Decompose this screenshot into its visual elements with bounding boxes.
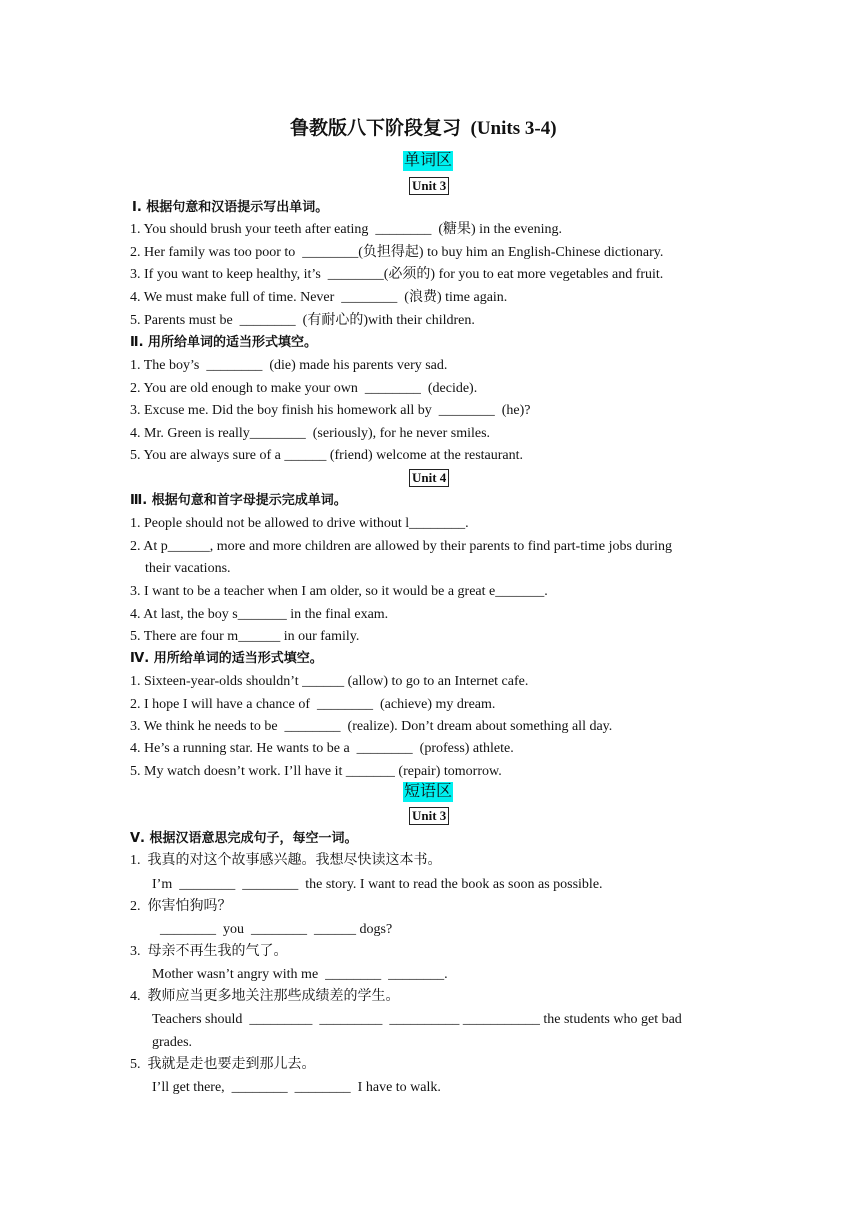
section-4-heading: Ⅳ. 用所给单词的适当形式填空。 <box>130 651 323 666</box>
section-3-item: 2. At p______, more and more children are allowed by their parents to find part-time jobs during <box>130 539 672 554</box>
section-1-item: 1. You should brush your teeth after eating ________ (糖果) in the evening. <box>130 222 562 237</box>
section-5-prompt: 1. 我真的对这个故事感兴趣。我想尽快读这本书。 <box>130 853 442 868</box>
section-3-heading: Ⅲ. 根据句意和首字母提示完成单词。 <box>130 493 347 508</box>
section-4-item: 2. I hope I will have a chance of ________ (achieve) my dream. <box>130 697 496 712</box>
section-4-item: 4. He’s a running star. He wants to be a ________ (profess) athlete. <box>130 741 514 756</box>
section-5-prompt: 4. 教师应当更多地关注那些成绩差的学生。 <box>130 989 400 1004</box>
phrase-zone-label: 短语区 <box>404 783 453 800</box>
section-5-prompt: 3. 母亲不再生我的气了。 <box>130 944 288 959</box>
section-4-item: 1. Sixteen-year-olds shouldn’t ______ (allow) to go to an Internet cafe. <box>130 674 529 689</box>
section-3-item: 4. At last, the boy s_______ in the final exam. <box>130 607 389 622</box>
section-2-item: 4. Mr. Green is really________ (seriously), for he never smiles. <box>130 426 491 441</box>
section-5-answer-line: Teachers should _________ _________ __________ ___________ the students who get bad <box>152 1012 682 1027</box>
section-5-answer-line: I’m ________ ________ the story. I want to read the book as soon as possible. <box>152 877 603 892</box>
section-3-item-continued: their vacations. <box>145 561 231 576</box>
section-1-heading: Ⅰ. 根据句意和汉语提示写出单词。 <box>132 200 329 215</box>
unit-3-label: Unit 3 <box>409 177 449 195</box>
section-2-heading: Ⅱ. 用所给单词的适当形式填空。 <box>130 335 318 350</box>
section-5-answer-continued: grades. <box>152 1035 193 1050</box>
section-3-item: 1. People should not be allowed to drive without l________. <box>130 516 469 531</box>
section-2-item: 3. Excuse me. Did the boy finish his homework all by ________ (he)? <box>130 403 531 418</box>
section-1-item: 2. Her family was too poor to ________(负担得起) to buy him an English-Chinese dictionary. <box>130 245 664 260</box>
section-4-item: 5. My watch doesn’t work. I’ll have it _______ (repair) tomorrow. <box>130 764 502 779</box>
section-1-item: 3. If you want to keep healthy, it’s ________(必须的) for you to eat more vegetables and fruit. <box>130 267 664 282</box>
section-5-answer-line: Mother wasn’t angry with me ________ ________. <box>152 967 448 982</box>
section-2-item: 1. The boy’s ________ (die) made his parents very sad. <box>130 358 448 373</box>
section-5-heading: Ⅴ. 根据汉语意思完成句子，每空一词。 <box>130 831 358 846</box>
vocab-zone-label: 单词区 <box>404 152 453 169</box>
unit-4-label: Unit 4 <box>409 469 449 487</box>
page-title: 鲁教版八下阶段复习 (Units 3-4) <box>290 118 557 139</box>
section-2-item: 5. You are always sure of a ______ (friend) welcome at the restaurant. <box>130 448 524 463</box>
section-2-item: 2. You are old enough to make your own ________ (decide). <box>130 381 478 396</box>
section-3-item: 5. There are four m______ in our family. <box>130 629 360 644</box>
section-1-item: 4. We must make full of time. Never ________ (浪费) time again. <box>130 290 508 305</box>
section-1-item: 5. Parents must be ________ (有耐心的)with their children. <box>130 313 475 328</box>
section-3-item: 3. I want to be a teacher when I am older, so it would be a great e_______. <box>130 584 548 599</box>
section-5-answer-line: ________ you ________ ______ dogs? <box>160 922 393 937</box>
section-5-prompt: 2. 你害怕狗吗？ <box>130 899 232 914</box>
section-5-answer-line: I’ll get there, ________ ________ I have to walk. <box>152 1080 441 1095</box>
section-5-prompt: 5. 我就是走也要走到那儿去。 <box>130 1057 316 1072</box>
section-4-item: 3. We think he needs to be ________ (realize). Don’t dream about something all day. <box>130 719 613 734</box>
unit-3-phrase-label: Unit 3 <box>409 807 449 825</box>
